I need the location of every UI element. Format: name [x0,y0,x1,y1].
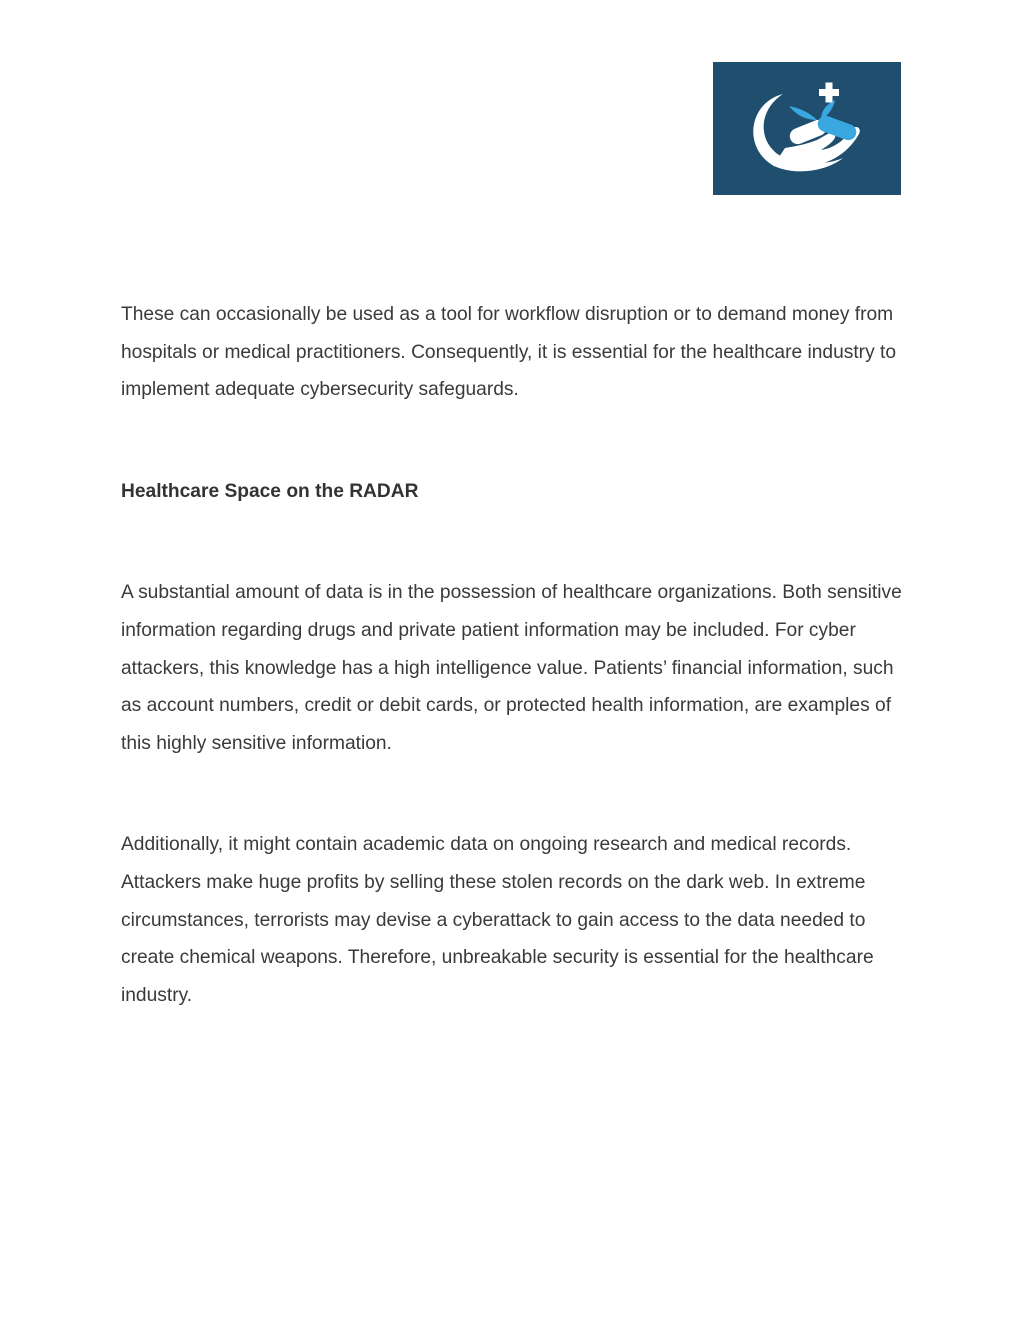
company-logo [713,62,901,195]
data-possession-paragraph: A substantial amount of data is in the possession of healthcare organizations. Both sensitive information regarding drugs and private patient information may be included. For cyber attackers, this knowledge has a high intelligence value. Patients’ financial information, such as account numbers, credit or debit cards, or protected health information, are examples of this highly sensitive information. [121,582,902,754]
article-body [121,296,911,1014]
healthcare-pills-hand-logo-icon [713,62,901,195]
intro-paragraph: These can occasionally be used as a tool for workflow disruption or to demand money from hospitals or medical practitioners. Consequently, it is essential for the healthcare industry to implement adequate cybersecurity safeguards. [121,304,896,401]
additional-paragraph: Additionally, it might contain academic data on ongoing research and medical records. Attackers make huge profits by selling these stolen records on the dark web. In extreme circumstances, terrorists may devise a cyberattack to gain access to the data needed to create chemical weapons. Therefore, unbreakable security is essential for the healthcare industry. [121,834,874,1006]
section-heading: Healthcare Space on the RADAR [121,480,419,502]
